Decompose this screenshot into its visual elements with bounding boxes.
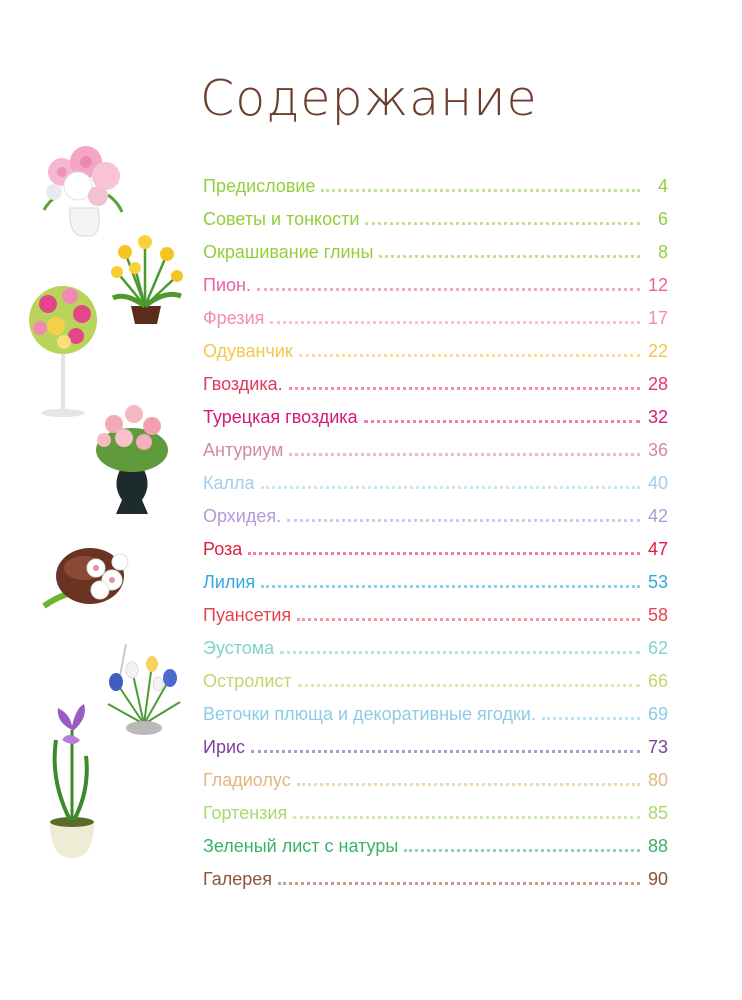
toc-entry-title: Пион. [203, 275, 251, 295]
toc-entry[interactable] [203, 467, 668, 500]
toc-entry-title: Окрашивание глины [203, 242, 374, 262]
dot-leader [289, 385, 640, 390]
dot-leader [270, 319, 640, 324]
toc-entry-page-number: 4 [657, 176, 668, 196]
dot-leader [297, 616, 640, 621]
dot-leader [293, 814, 640, 819]
toc-entry[interactable] [203, 269, 668, 302]
dot-leader [299, 352, 640, 357]
coconut-orchid-illustration [40, 540, 140, 616]
toc-entry-title: Калла [203, 473, 255, 493]
crocus-pot-illustration [100, 640, 186, 740]
dot-leader [298, 682, 640, 687]
toc-entry-title: Одуванчик [203, 341, 293, 361]
toc-entry[interactable] [203, 863, 668, 896]
toc-entry-page-number: 40 [647, 473, 668, 493]
toc-entry-title: Гортензия [203, 803, 288, 823]
toc-entry[interactable] [203, 335, 668, 368]
toc-entry-page-number: 85 [647, 803, 668, 823]
topiary-illustration [26, 282, 102, 418]
toc-entry-title: Турецкая гвоздика [203, 407, 358, 427]
toc-entry-title: Эустома [203, 638, 275, 658]
dot-leader [297, 781, 640, 786]
toc-entry-title: Предисловие [203, 176, 316, 196]
page-title: Содержание [200, 70, 538, 127]
toc-entry[interactable] [203, 698, 668, 731]
toc-entry-title: Веточки плюща и декоративные ягодки. [203, 704, 536, 724]
toc-entry-title: Гвоздика. [203, 374, 283, 394]
iris-pot-illustration [44, 700, 100, 862]
dot-leader [379, 253, 640, 258]
toc-entry[interactable] [203, 500, 668, 533]
toc-entry-page-number: 22 [647, 341, 668, 361]
toc-entry-page-number: 47 [647, 539, 668, 559]
toc-entry-page-number: 8 [657, 242, 668, 262]
toc-entry[interactable] [203, 170, 668, 203]
toc-entry-title: Советы и тонкости [203, 209, 360, 229]
toc-entry-page-number: 88 [647, 836, 668, 856]
toc-entry[interactable] [203, 401, 668, 434]
toc-entry-page-number: 42 [647, 506, 668, 526]
peony-bouquet-illustration [38, 140, 128, 240]
toc-entry-title: Остролист [203, 671, 292, 691]
dot-leader [278, 880, 640, 885]
table-of-contents [203, 170, 668, 896]
toc-entry[interactable] [203, 434, 668, 467]
toc-entry-page-number: 73 [647, 737, 668, 757]
toc-entry-page-number: 53 [647, 572, 668, 592]
toc-entry-page-number: 28 [647, 374, 668, 394]
toc-entry[interactable] [203, 533, 668, 566]
toc-entry[interactable] [203, 236, 668, 269]
dot-leader [287, 517, 640, 522]
dot-leader [261, 583, 640, 588]
toc-entry-title: Антуриум [203, 440, 284, 460]
rose-vase-illustration [88, 400, 176, 518]
toc-entry-title: Фрезия [203, 308, 265, 328]
toc-entry-page-number: 6 [657, 209, 668, 229]
dot-leader [404, 847, 640, 852]
toc-entry-page-number: 17 [647, 308, 668, 328]
dandelion-pot-illustration [105, 232, 187, 328]
toc-entry[interactable] [203, 764, 668, 797]
dot-leader [365, 220, 640, 225]
dot-leader [257, 286, 640, 291]
toc-entry-page-number: 12 [647, 275, 668, 295]
toc-entry-page-number: 80 [647, 770, 668, 790]
dot-leader [261, 484, 640, 489]
toc-entry-title: Гладиолус [203, 770, 291, 790]
toc-entry-title: Галерея [203, 869, 273, 889]
toc-entry-title: Лилия [203, 572, 256, 592]
toc-entry[interactable] [203, 830, 668, 863]
toc-entry-page-number: 36 [647, 440, 668, 460]
toc-entry[interactable] [203, 566, 668, 599]
dot-leader [364, 418, 640, 423]
toc-entry[interactable] [203, 368, 668, 401]
dot-leader [280, 649, 640, 654]
toc-entry[interactable] [203, 731, 668, 764]
dot-leader [289, 451, 640, 456]
toc-entry[interactable] [203, 632, 668, 665]
toc-entry-page-number: 58 [647, 605, 668, 625]
dot-leader [321, 187, 640, 192]
dot-leader [248, 550, 640, 555]
toc-entry[interactable] [203, 665, 668, 698]
toc-entry[interactable] [203, 797, 668, 830]
toc-entry-page-number: 69 [647, 704, 668, 724]
toc-entry[interactable] [203, 203, 668, 236]
toc-entry-title: Зеленый лист с натуры [203, 836, 399, 856]
toc-entry-page-number: 62 [647, 638, 668, 658]
toc-entry-page-number: 66 [647, 671, 668, 691]
toc-entry-page-number: 32 [647, 407, 668, 427]
toc-entry[interactable] [203, 302, 668, 335]
toc-entry-title: Ирис [203, 737, 246, 757]
toc-entry-page-number: 90 [647, 869, 668, 889]
dot-leader [542, 715, 640, 720]
toc-entry[interactable] [203, 599, 668, 632]
dot-leader [251, 748, 640, 753]
toc-entry-title: Пуансетия [203, 605, 292, 625]
toc-entry-title: Орхидея. [203, 506, 282, 526]
toc-entry-title: Роза [203, 539, 243, 559]
